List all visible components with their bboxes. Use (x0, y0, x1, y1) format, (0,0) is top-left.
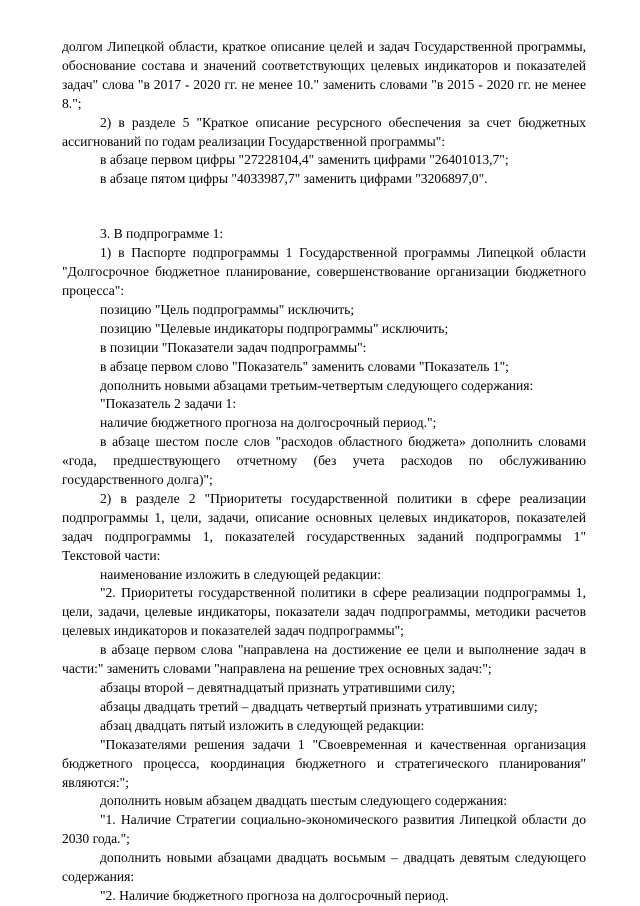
paragraph-13: наличие бюджетного прогноза на долгосрочный период."; (100, 415, 437, 431)
paragraph-2: 2) в разделе 5 "Краткое описание ресурсного обеспечения за счет бюджетных ассигнований по годам реализации Государственной программы": (62, 114, 586, 149)
paragraph-26: "2. Наличие бюджетного прогноза на долгосрочный период. (100, 887, 449, 903)
paragraph-11: дополнить новыми абзацами третьим-четвертым следующего содержания: (100, 377, 534, 393)
paragraph-9: в позиции "Показатели задач подпрограммы": (100, 339, 367, 355)
paragraph-16: наименование изложить в следующей редакции: (100, 566, 381, 582)
paragraph-10: в абзаце первом слово "Показатель" заменить словами "Показатель 1"; (100, 358, 509, 374)
paragraph-5: 3. В подпрограмме 1: (100, 226, 224, 242)
paragraph-23: дополнить новым абзацем двадцать шестым следующего содержания: (100, 793, 507, 809)
paragraph-24: "1. Наличие Стратегии социально-экономического развития Липецкой области до 2030 года."; (62, 812, 586, 847)
paragraph-25: дополнить новыми абзацами двадцать восьмым – двадцать девятым следующего содержания: (62, 850, 586, 885)
paragraph-14: в абзаце шестом после слов "расходов областного бюджета» дополнить словами «года, предшествующего отчетному (без учета расходов по обслуживанию государственного долга)"; (62, 434, 586, 488)
paragraph-17: "2. Приоритеты государственной политики в сфере реализации подпрограммы 1, цели, задачи, целевые индикаторы, показатели задач подпрограммы, методики расчетов целевых индикаторов и показателей задач подпрограммы"; (62, 585, 586, 639)
paragraph-4: в абзаце пятом цифры "4033987,7" заменить цифрами "3206897,0". (100, 171, 488, 187)
paragraph-7: позицию "Цель подпрограммы" исключить; (100, 301, 355, 317)
paragraph-19: абзацы второй – девятнадцатый признать утратившими силу; (100, 680, 456, 695)
paragraph-8: позицию "Целевые индикаторы подпрограммы" исключить; (100, 320, 449, 336)
paragraph-22: "Показателями решения задачи 1 "Своевременная и качественная организация бюджетного процесса, координация бюджетного и стратегического планирования" являются:"; (62, 736, 586, 790)
paragraph-18: в абзаце первом слова "направлена на достижение ее цели и выполнение задач в части:" заменить словами "направлена на решение трех основных задач:"; (62, 642, 586, 677)
paragraph-20: абзацы двадцать третий – двадцать четвертый признать утратившими силу; (100, 698, 538, 714)
paragraph-21: абзац двадцать пятый изложить в следующей редакции: (100, 717, 425, 733)
paragraph-gap (62, 189, 586, 225)
paragraph-6: 1) в Паспорте подпрограммы 1 Государственной программы Липецкой области "Долгосрочное бюджетное планирование, совершенствование организации бюджетного процесса": (62, 245, 586, 298)
paragraph-15: 2) в разделе 2 "Приоритеты государственной политики в сфере реализации подпрограммы 1, цели, задачи, описание основных целевых индикаторов, показателей задач подпрограммы 1, показателей государственных заданий подпрограммы 1" Текстовой части: (62, 490, 586, 563)
paragraph-3: в абзаце первом цифры "27228104,4" заменить цифрами "26401013,7"; (100, 152, 509, 168)
paragraph-1: долгом Липецкой области, краткое описание целей и задач Государственной программы, обоснование состава и значений соответствующих целевых индикаторов и показателей задач" слова "в 2017 - 2020 гг. не менее 10." заменить словами "в 2015 - 2020 гг. не менее 8."; (62, 39, 586, 111)
paragraph-12: "Показатель 2 задачи 1: (100, 396, 237, 412)
